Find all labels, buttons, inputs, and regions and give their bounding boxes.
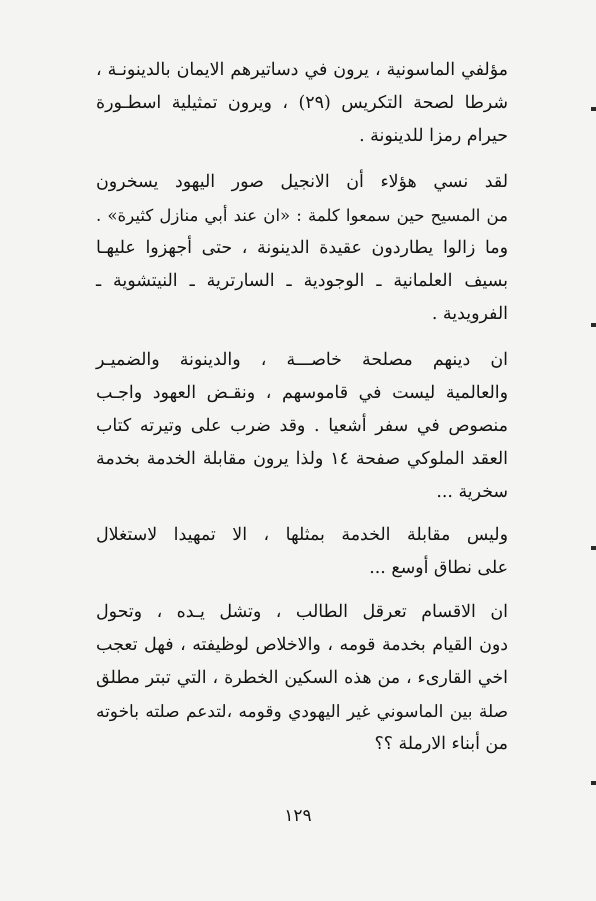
page-number: ١٢٩ [284,806,312,826]
text-line: صلة بين الماسوني غير اليهودي وقومه ،لتدعم صلته باخوته [96,701,508,721]
text-line: العقد الملوكي صفحة ١٤ ولذا يرون مقابلة الخدمة بخدمة [96,449,508,469]
text-line: لقد نسي هؤلاء أن الانجيل صور اليهود يسخرون [96,172,508,192]
text-line: من أبناء الارملة ؟؟ [374,734,508,754]
scan-edge-mark [591,781,596,785]
scan-edge-mark [591,546,596,550]
text-line: من المسيح حين سمعوا كلمة : «ان عند أبي منازل كثيرة» . [96,206,508,225]
text-line: ان الاقسام تعرقل الطالب ، وتشل يـده ، وتحول [96,602,508,622]
text-line: مؤلفي الماسونية ، يرون في دساتيرهم الايمان بالدينونـة ، [96,60,508,80]
text-line: شرطا لصحة التكريس (٢٩) ، ويرون تمثيلية اسطـورة [96,93,508,113]
text-line: حيرام رمزا للدينونة . [359,126,508,146]
text-line: منصوص في سفر أشعيا . وقد ضرب على وتيرته كتاب [96,416,508,436]
paragraph-3 [96,344,508,509]
text-line: سخرية ... [436,482,508,502]
text-line: اخي القارىء ، من هذه السكين الخطرة ، التي تبتر مطلق [96,668,508,688]
text-line: وما زالوا يطاردون عقيدة الدينونة ، حتى أجهزوا عليهـا [96,238,508,258]
text-line: دون القيام بخدمة قومه ، والاخلاص لوظيفته ، فهل تعجب [96,635,508,655]
text-line: على نطاق أوسع ... [369,558,508,578]
text-line: ان دينهم مصلحة خاصـــة ، والدينونة والضميـر [96,350,508,370]
text-line: الفرويدية . [431,304,508,324]
scan-edge-mark [591,323,596,327]
text-line: وليس مقابلة الخدمة بمثلها ، الا تمهيدا لاستغلال [96,525,508,545]
paragraph-2 [96,166,508,331]
paragraph-4 [96,519,508,585]
scan-edge-mark [591,107,596,111]
paragraph-1 [96,54,508,153]
text-line: بسيف العلمانية ـ الوجودية ـ السارترية ـ النيتشوية ـ [96,271,508,291]
paragraph-5 [96,596,508,761]
text-line: والعالمية ليست في قاموسهم ، ونقـض العهود واجـب [96,383,508,403]
